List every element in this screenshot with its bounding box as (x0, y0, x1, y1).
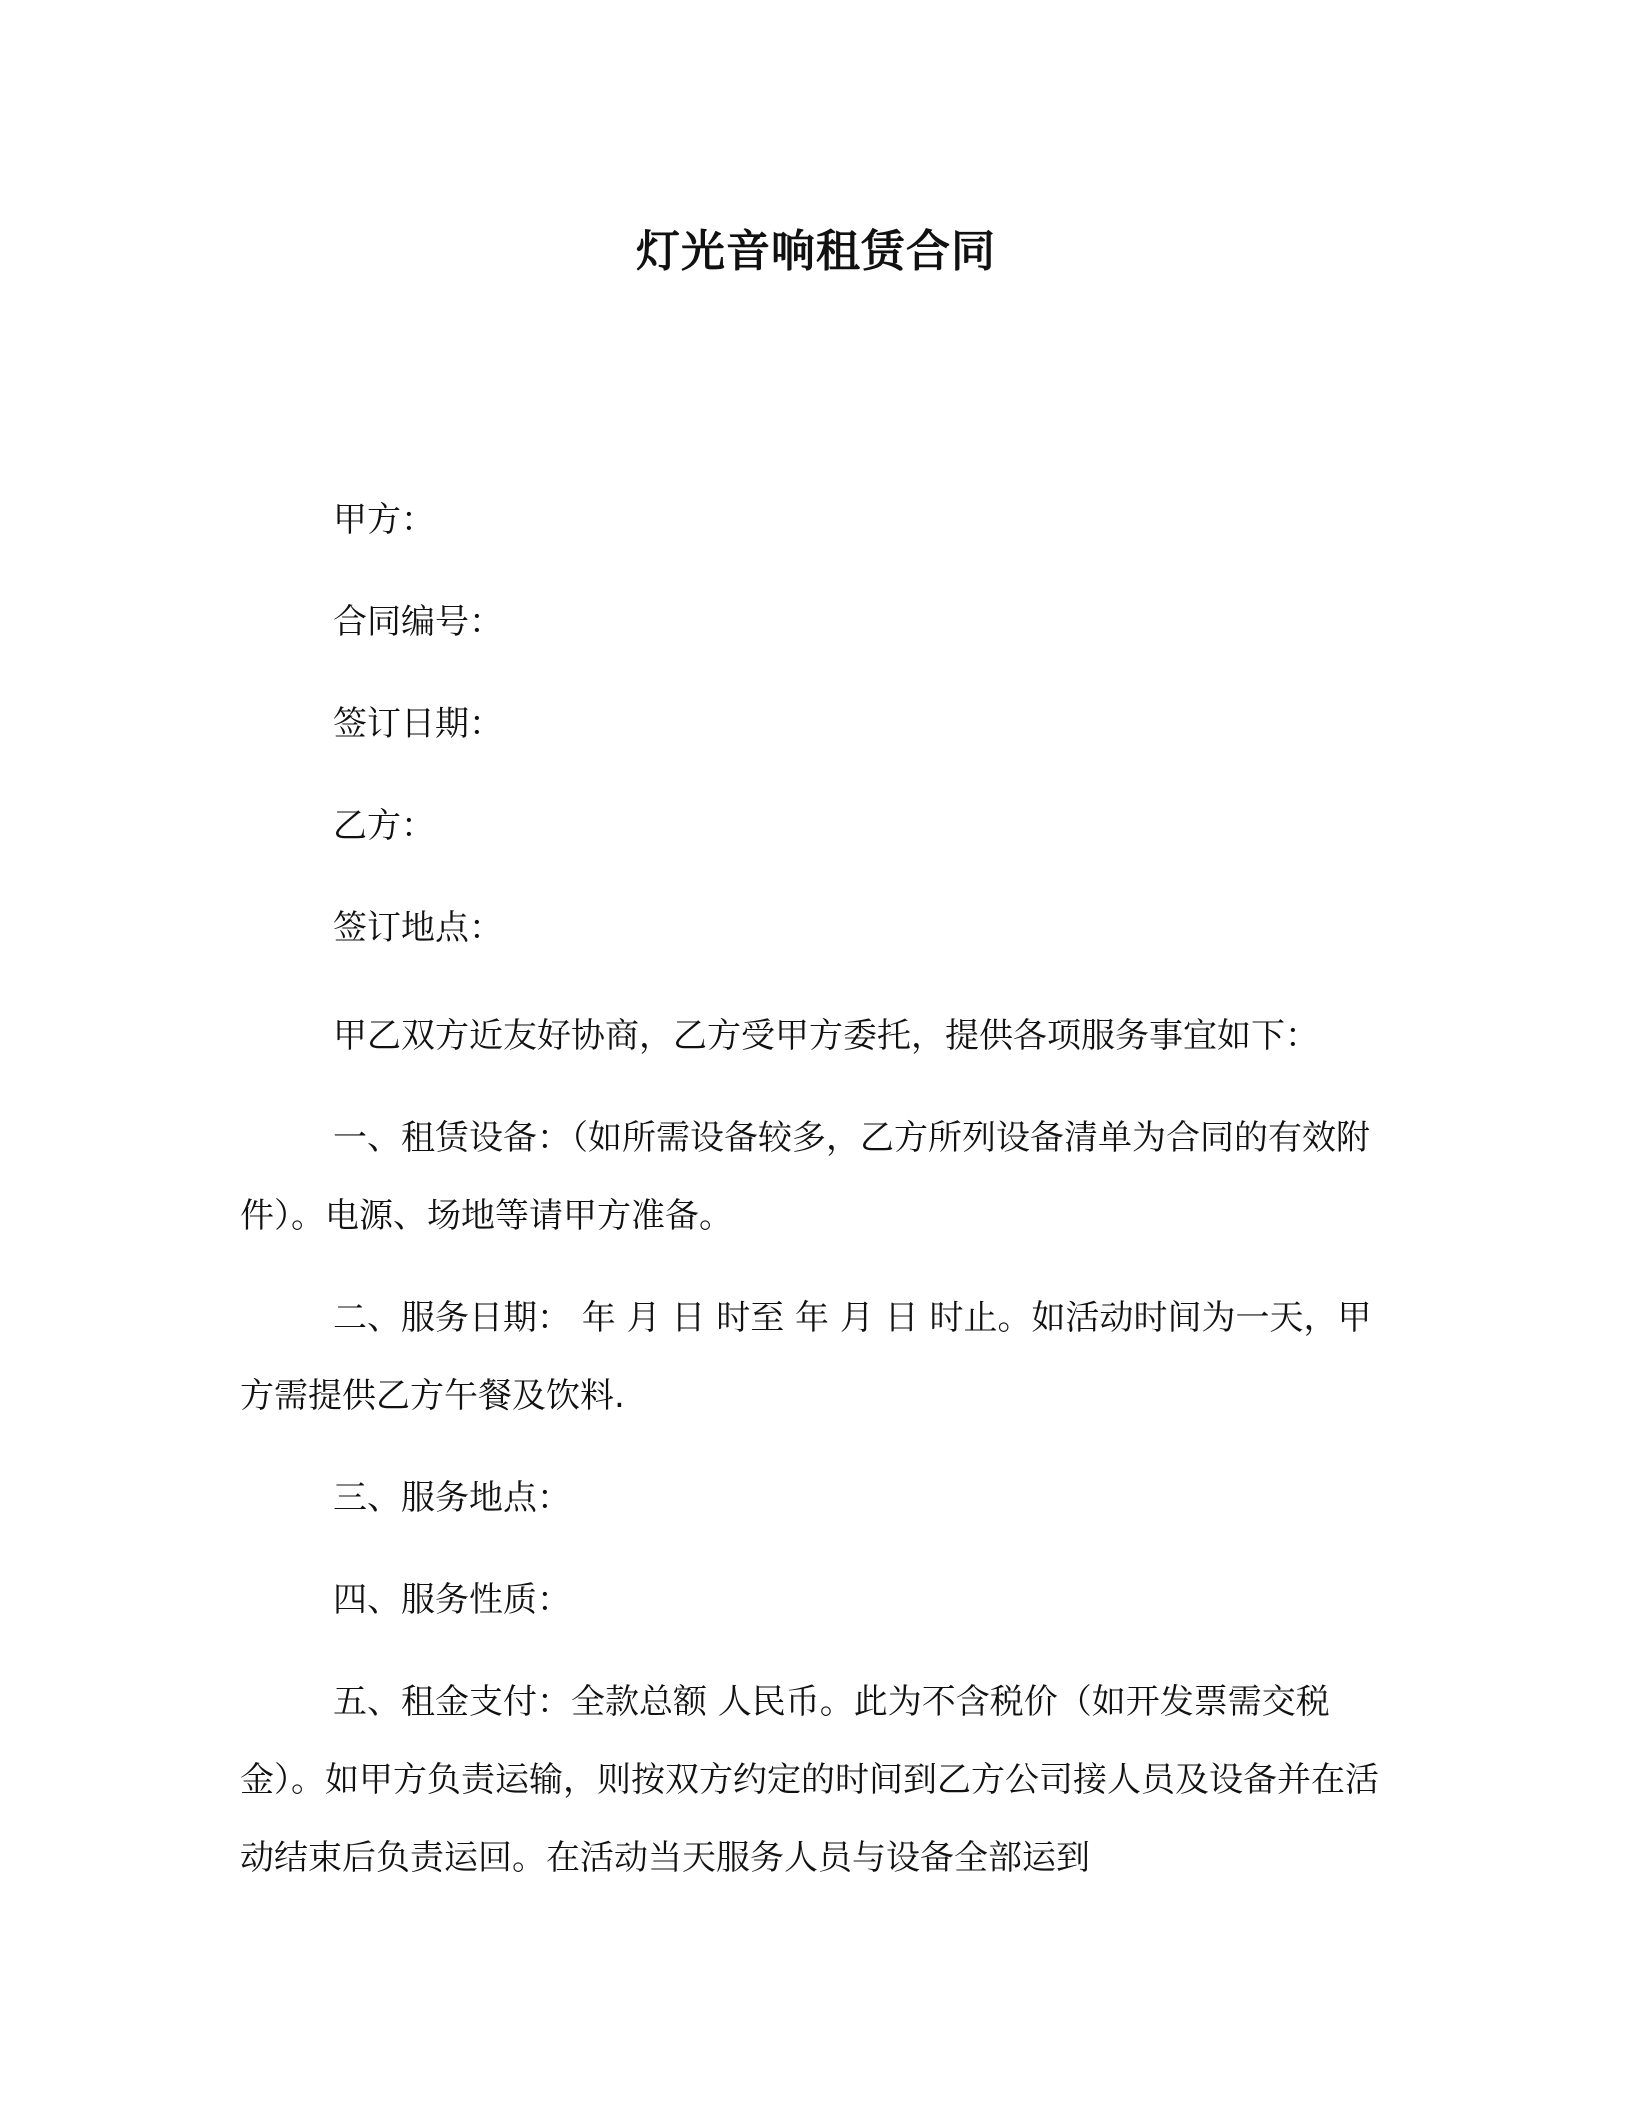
clause-4-service-nature: 四、服务性质： (333, 1580, 571, 1620)
clause-5-rent-payment: 五、租金支付：全款总额 人民币。此为不含税价（如开发票需交税金）。如甲方负责运输，则按双方约定的时间到乙方公司接人员及设备并在活动结束后负责运回。在活动当天服务人员与设备全部运到 (240, 1682, 1379, 1878)
document-title: 灯光音响租赁合同 (636, 226, 996, 277)
clause-2-service-date: 二、服务日期： 年 月 日 时至 年 月 日 时止。如活动时间为一天，甲方需提供乙方午餐及饮料. (240, 1298, 1372, 1416)
party-b-field: 乙方： (333, 806, 435, 846)
contract-number-field: 合同编号： (333, 602, 503, 642)
signing-location-field: 签订地点： (333, 908, 503, 948)
intro-paragraph: 甲乙双方近友好协商，乙方受甲方委托，提供各项服务事宜如下： (333, 1016, 1319, 1056)
clause-1-equipment: 一、租赁设备：（如所需设备较多，乙方所列设备清单为合同的有效附件）。电源、场地等请甲方准备。 (240, 1118, 1370, 1236)
signing-date-field: 签订日期： (333, 704, 503, 744)
party-a-field: 甲方： (333, 500, 435, 540)
clause-3-service-location: 三、服务地点： (333, 1478, 571, 1518)
